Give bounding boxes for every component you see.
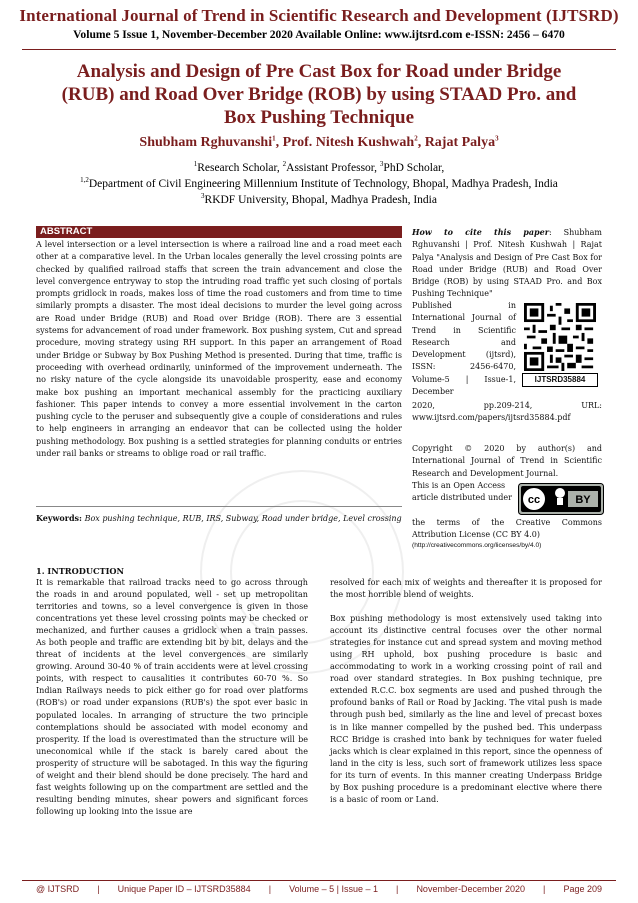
journal-issue-line: Volume 5 Issue 1, November-December 2020 Available Online: www.ijtsrd.com e-ISSN: 2456 – 6470 [73,28,565,41]
keywords-label: Keywords: [36,513,83,523]
citation-block [412,226,602,301]
affil-text: Research Scholar, [197,162,283,174]
copyright-text: Copyright © 2020 by author(s) and International Journal of Trend in Scientific Research and Development Journal. [412,444,602,478]
footer-journal: @ IJTSRD [36,884,80,894]
affiliation-mit [0,176,638,192]
affiliation-roles [0,160,638,176]
footer-separator: | [543,884,546,894]
affil-sup: 3 [379,160,384,169]
body-column-left [36,577,308,818]
affil-sup: 2 [282,160,287,169]
footer-paper-id: Unique Paper ID – IJTSRD35884 [117,884,251,894]
footer-page: Page 209 [563,884,602,894]
citation-text: : Shubham Rghuvanshi | Prof. Nitesh Kushwah | Rajat Palya "Analysis and Design of Pre Cast Box for Road under Bridge (RUB) and Road Over Bridge (ROB) by using STAAD Pro. and Box Pushing Technique" [412,228,602,299]
affil-sup: 1 [193,160,198,169]
journal-title: International Journal of Trend in Scientific Research and Development (IJTSRD) [19,6,619,25]
abstract-heading: ABSTRACT [36,226,402,238]
publication-url: 2020, pp.209-214, URL: www.ijtsrd.com/papers/ijtsrd35884.pdf [412,401,602,423]
publication-info: Published in International Journal of Trend in Scientific Research and Development (ijtsrd), ISSN: 2456-6470, Volume-5 | Issue-1, December [412,301,516,397]
author-1-sup: 1 [272,134,276,143]
affil-sup: 3 [201,192,205,201]
abstract-text: A level intersection or a level intersection is where a railroad line and a road meet each other at a comparative level. In the Urban locales generally the level crossing points are checked by qualified railroad staffs that screen the train advancement and close the level convergence entryway to stop the intruding road traffic yet such closing of portals prompts gridlock in roads, makes loss of time the road customers and from time to time similarly prompts a disaster. The most ideal decisions to murder the level going across are Road under Bridge (RUB) and Road over Bridge (ROB). There are 3 essential systems for advancement of road under framework. Box pushing system, Cut and spread procedure, moving strategy using RH support. In this paper an arrangement of Road under Bridge or Subway by Box Pushing Method is presented. During that time, traffic is proceeding with overhead ordinarily, uninformed of the improvement underneath. The no risky nature of the cycle alongside its unavoidable prosperity, ease and economy make box pushing an important mechanical assembly for the practicing auxiliary fashioner. This paper intends to convey a more essential involvement in the carton pushing cycle to the peruser and subsequently give a couple of considerations and rules to help engineers in arranging an endeavor that can be collected using the holder pushing methodology. Box pushing is a settled strategies for planning conduits or entries under rail banks or streams to oblige road or rail traffic. [36,240,402,459]
paper-id-badge: IJTSRD35884 [522,373,598,387]
author-3: Rajat Palya [424,135,496,150]
author-list: Shubham Rghuvanshi$^1$, Prof. Nitesh Kushwah$^2$, Rajat Palya$^3$ [139,134,499,150]
qr-code-icon [524,303,596,371]
affiliation-rkdf [0,192,638,208]
license-text: the terms of the Creative Commons Attribution License (CC BY 4.0) [412,518,602,540]
body-column-right [330,577,602,806]
page-footer [36,884,602,894]
footer-rule [22,880,616,881]
cc-mark-text: cc [527,494,541,506]
header-rule [22,49,616,50]
footer-volume: Volume – 5 | Issue – 1 [289,884,378,894]
paragraph: It is remarkable that railroad tracks need to go across through the roads in and around populated, well - set up metropolitan territories and towns, so a level convergence is given in those concentrations yet these level crossing points may be checked or mechanized, and further causes a gridlock when a train passes. As both people and traffic are extending bit by bit, delays and the threat of incidents at the level convergences are similarly growing. Around 30-40 % of train accidents were at level crossing points, with respect to causalities it contributes 60-70 %. So Indian Railways needs to pick either go for road over platforms (ROB's) or road under expansions (RUB's) the spot ever basic in populated locales. In arranging of structure the two principle contemplations should be associated with model economy and prosperity. If the load is overestimated than the structure will be uneconomical while if the stack is barely cared about the prosperity of structure will be sabotaged. In this way the figuring of weight and their blend should be done precisely. The hard and fast weights following up on the compartment are settled and the resulting bending minutes, shear powers and significant forces following up looking into the issue are [36,578,308,816]
open-access-text: This is an Open Access article distributed under [412,481,512,503]
affil-text: Department of Civil Engineering Millennium Institute of Technology, Bhopal, Madhya Pradesh, India [88,178,558,190]
abstract-divider [36,506,402,507]
citation-label: How to cite this paper [412,227,549,237]
footer-separator: | [396,884,399,894]
footer-separator: | [97,884,100,894]
author-2-sup: 2 [414,134,418,143]
license-url: (http://creativecommons.org/licenses/by/4.0) [412,542,542,549]
affil-sup: 1,2 [80,176,89,185]
affil-text: PhD Scholar, [383,162,445,174]
paper-title: Analysis and Design of Pre Cast Box for Road under Bridge (RUB) and Road Over Bridge (ROB) by using STAAD Pro. and Box Pushing Technique [61,61,577,128]
paragraph: resolved for each mix of weights and thereafter it is proposed for the most horrible blend of weights. [330,578,602,600]
keywords-text: Box pushing technique, RUB, IRS, Subway, Road under bridge, Level crossing [84,514,402,523]
author-2: Prof. Nitesh Kushwah [282,135,415,150]
paragraph: Box pushing methodology is most extensively used taking into account its distinctive central focuses over the other normal strategies for instance cut and spread system and moving method using RH uphold, box pushing procedure is basic and accommodating to work in a working crossing point of rail and road over standard strategies. In Box pushing technique, pre extended R.C.C. box segments are used and pushed through the profound banks of Rail or Road by Jacking. The vital push is made through push bed, similarly as the line and level of precast boxes is in like manner compelled by the pushed bed. This underpass RCC Bridge is crashed into bank by techniques for water fueled jacks which is clear explained in this report, since the openness of land in the city is less, such sort of framework utilizes less space for its turn of events. In this manner creating Underpass Bridge by Box pushing procedure is a predominant elective where there is a basic of room or Land. [330,614,602,804]
footer-date: November-December 2020 [416,884,525,894]
by-mark-text: BY [575,494,591,506]
author-3-sup: 3 [495,134,499,143]
author-1: Shubham Rghuvanshi [139,135,273,150]
keywords [36,512,402,525]
section-heading-introduction: 1. INTRODUCTION [36,566,125,576]
creative-commons-logo [518,483,604,515]
footer-separator: | [268,884,272,894]
affil-text: Assistant Professor, [286,162,380,174]
affil-text: RKDF University, Bhopal, Madhya Pradesh, India [204,194,437,206]
